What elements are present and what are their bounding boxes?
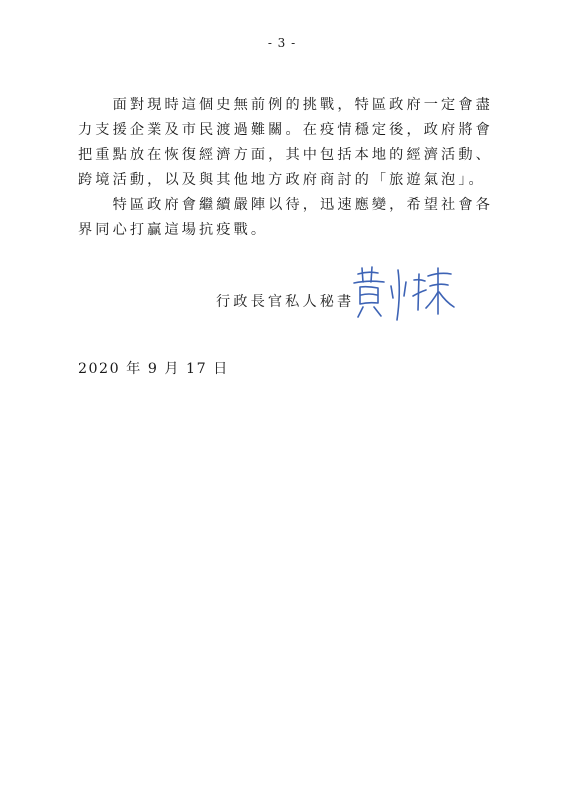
paragraph-1-line-1: 面對現時這個史無前例的挑戰，特區政府一定會盡 <box>78 97 493 113</box>
paragraph-2-line-1: 特區政府會繼續嚴陣以待，迅速應變，希望社會各 <box>78 197 493 213</box>
paragraph-2-line-2: 界同心打贏這場抗疫戰。 <box>78 222 269 238</box>
handwritten-signature <box>348 262 458 324</box>
document-date: 2020 年 9 月 17 日 <box>78 361 229 377</box>
paragraph-1-line-4: 跨境活動，以及與其他地方政府商討的「旅遊氣泡」。 <box>78 172 486 188</box>
signatory-title: 行政長官私人秘書 <box>216 294 355 310</box>
paragraph-1-line-2: 力支援企業及市民渡過難關。在疫情穩定後，政府將會 <box>78 122 493 138</box>
page-number: - 3 - <box>267 36 297 50</box>
paragraph-1-line-3: 把重點放在恢復經濟方面，其中包括本地的經濟活動、 <box>78 147 493 163</box>
